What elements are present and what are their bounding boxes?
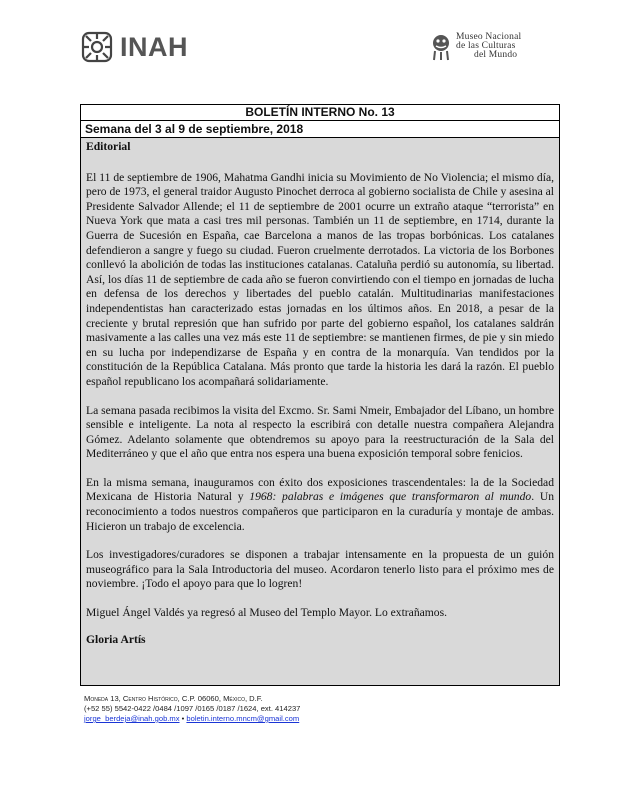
paragraph-5: Miguel Ángel Valdés ya regresó al Museo del Templo Mayor. Lo extrañamos. xyxy=(86,606,447,620)
signature: Gloria Artís xyxy=(86,632,146,646)
paragraph-1: El 11 de septiembre de 1906, Mahatma Gandhi inicia su Movimiento de No Violencia; el mismo día, pero de 1973, el general traidor Augusto Pinochet derroca al gobierno socialista de Chile y asesina al Presidente Salvador Allende; el 11 de septiembre de 2001 ocurre un extraño ataque “terrorista” en Nueva York que mata a casi tres mil personas. También un 11 de septiembre, en 1714, durante la Guerra de Sucesión en España, cae Barcelona a manos de las tropas borbónicas. Los catalanes defendieron a sangre y fuego su ciudad. Fueron cruelmente derrotados. La victoria de los Borbones conllevó la abolición de todas las instituciones catalanas. Cataluña perdió su autonomía, su libertad. Así, los días 11 de septiembre de cada año se fueron convirtiendo con el tiempo en jornadas de lucha en defensa de los derechos y libertades del pueblo catalán. Multitudinarias manifestaciones independentistas han caracterizado estas jornadas en los últimos años. En 2018, a pesar de la creciente y brutal represión que han sufrido por parte del gobierno español, los catalanes saldrán masivamente a las calles una vez más este 11 de septiembre: se mantienen firmes, de pie y sin miedo en su lucha por independizarse de España y en contra de la monarquía. Van tendidos por la constitución de la República Catalana. Más pronto que tarde la historia les dará la razón. El pueblo español republicano los acompañará solidariamente. xyxy=(86,170,554,388)
section-label: Editorial xyxy=(86,140,131,153)
inah-emblem-icon xyxy=(80,30,114,64)
inah-logo-text: INAH xyxy=(120,31,188,62)
paragraph-4: Los investigadores/curadores se disponen a trabajar intensamente en la propuesta de un guión museográfico para la Sala Introductoria del museo. Acordaron tenerlo listo para el próximo mes de noviembre. ¡Todo el apoyo para que lo logren! xyxy=(86,548,554,591)
page-footer xyxy=(84,694,300,724)
museo-logo-line-1: Museo Nacional xyxy=(456,32,522,42)
museum-seal-icon xyxy=(430,33,452,61)
bulletin-box xyxy=(80,104,560,686)
inah-logo xyxy=(80,30,188,64)
bulletin-week: Semana del 3 al 9 de septiembre, 2018 xyxy=(81,121,559,138)
bulletin-title: BOLETÍN INTERNO No. 13 xyxy=(81,105,559,121)
paragraph-3-start: En la misma semana, inauguramos con éxito dos exposiciones trascendentales: la de la Sociedad Mexicana de Historia Natural y xyxy=(86,475,554,504)
footer-emails xyxy=(84,714,300,724)
footer-address: Moneda 13, Centro Histórico, C.P. 06060, México, D.F. xyxy=(84,694,263,703)
page-header xyxy=(0,0,618,95)
museo-logo-text xyxy=(456,33,521,60)
paragraph-3 xyxy=(86,476,554,534)
footer-separator: • xyxy=(179,714,187,723)
museo-logo-line-2: de las Culturas xyxy=(456,41,516,51)
paragraph-2: La semana pasada recibimos la visita del Excmo. Sr. Sami Nmeir, Embajador del Líbano, un hombre sensible e inteligente. La nota al respecto la escribirá con detalle nuestra compañera Alejandra Gómez. Adelanto solamente que obtendremos su apoyo para la reestructuración de la Sala del Mediterráneo y que el año que entra nos espera una buena exposición temporal sobre fenicios. xyxy=(86,403,554,461)
paragraph-3-end: . Un reconocimiento a todos nuestros compañeros que participaron en la curaduría y montaje de ambas. Hicieron un trabajo de excelencia. xyxy=(86,490,554,533)
footer-email-link-2[interactable]: boletin.interno.mncm@gmail.com xyxy=(186,714,300,723)
museo-logo-line-3: del Mundo xyxy=(474,50,518,60)
exhibition-title: 1968: palabras e imágenes que transformaron al mundo xyxy=(249,490,532,504)
footer-email-link-1[interactable]: jorge_berdeja@inah.gob.mx xyxy=(84,714,180,723)
museo-logo xyxy=(430,33,521,61)
bulletin-body xyxy=(81,138,559,647)
footer-phone: (+52 55) 5542-0422 /0484 /1097 /0165 /0187 /1624, ext. 414237 xyxy=(84,704,301,713)
